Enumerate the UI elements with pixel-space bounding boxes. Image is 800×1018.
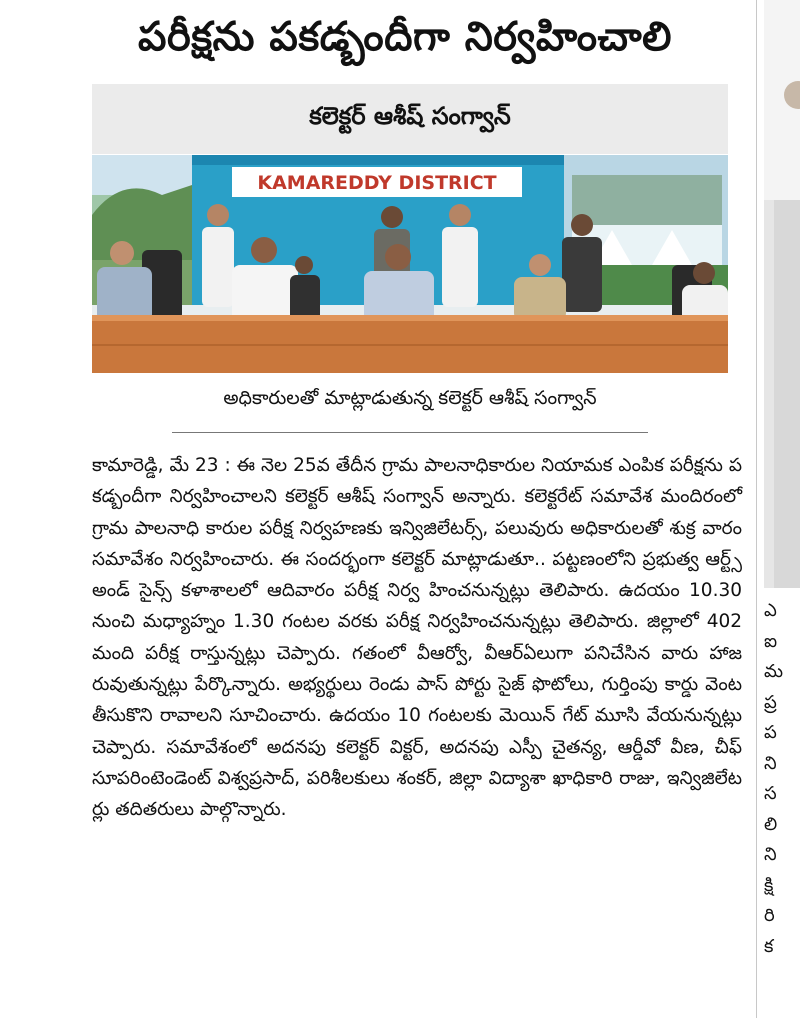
caption-divider xyxy=(172,432,648,433)
adjacent-line: ని xyxy=(764,752,777,774)
adjacent-line: ని xyxy=(764,844,777,865)
adjacent-line: మ xyxy=(764,661,784,682)
adjacent-line: ఎ xyxy=(764,600,777,621)
adjacent-line: స xyxy=(764,783,777,804)
adjacent-line: క xyxy=(764,935,774,957)
banner-text: KAMAREDDY DISTRICT xyxy=(257,172,497,194)
adjacent-line: ప xyxy=(764,722,777,743)
adjacent-line: ప్ర xyxy=(764,691,777,713)
adjacent-line: ఐ xyxy=(764,630,778,652)
adjacent-line: క్షి xyxy=(764,874,774,896)
adjacent-line: లి xyxy=(764,813,778,835)
article-body: కామారెడ్డి, మే 23 : ఈ నెల 25వ తేదీన గ్రామ పాలనాధికారుల నియామక ఎంపిక పరీక్షను పకడ్బందీగా నిర్వహించాలని కలెక్టర్ ఆశీష్ సంగ్వాన్ అన్నారు. కలెక్టరేట్ సమావేశ మందిరంలో గ్రామ పాలనాధి కారుల పరీక్ష నిర్వహణకు ఇన్విజిలేటర్స్, పలువురు అధికారులతో శుక్ర వారం సమావేశం నిర్వహించారు. ఈ సందర్భంగా కలెక్టర్ మాట్లాడుతూ.. పట్టణంలోని ప్రభుత్వ ఆర్ట్స్ అండ్ సైన్స్ కళాశాలలో ఆదివారం పరీక్ష నిర్వ హించనున్నట్లు తెలిపారు. ఉదయం 10.30 నుంచి మధ్యాహ్నం 1.30 గంటల వరకు పరీక్ష నిర్వహించనున్నట్లు తెలిపారు. జిల్లాలో 402 మంది పరీక్ష రాస్తున్నట్లు చెప్పారు. గతంలో వీఆర్వో, వీఆర్ఏలుగా పనిచేసిన వారు హాజరువుతున్నట్లు పేర్కొన్నారు. అభ్యర్థులు రెండు పాస్ పోర్టు సైజ్ ఫొటోలు, గుర్తింపు కార్డు వెంట తీసుకొని రావాలని సూచించారు. ఉదయం 10 గంటలకు మెయిన్ గేట్ మూసి వేయనున్నట్లు చెప్పారు. సమావేశంలో అదనపు కలెక్టర్ విక్టర్, అదనపు ఎస్పీ చైతన్య, ఆర్డీవో వీణ, చీఫ్ సూపరింటెండెంట్ విశ్వప్రసాద్, పరిశీలకులు శంకర్, జిల్లా విద్యాశా ఖాధికారి రాజు, ఇన్విజిలేటర్లు తదితరులు పాల్గొన్నారు. xyxy=(92,455,742,821)
adjacent-line: రి xyxy=(764,905,775,926)
column-divider xyxy=(756,0,757,1018)
subheadline: కలెక్టర్ ఆశీష్ సంగ్వాన్ xyxy=(309,102,511,130)
adjacent-article-photo xyxy=(764,0,800,588)
headline: పరీక్షను పకడ్బందీగా నిర్వహించాలి xyxy=(138,14,672,60)
subheadline-box xyxy=(92,84,728,154)
news-photo xyxy=(92,155,728,373)
photo-caption: అధికారులతో మాట్లాడుతున్న కలెక్టర్ ఆశీష్ సంగ్వాన్ xyxy=(223,386,597,409)
adjacent-article-text xyxy=(764,596,800,1016)
